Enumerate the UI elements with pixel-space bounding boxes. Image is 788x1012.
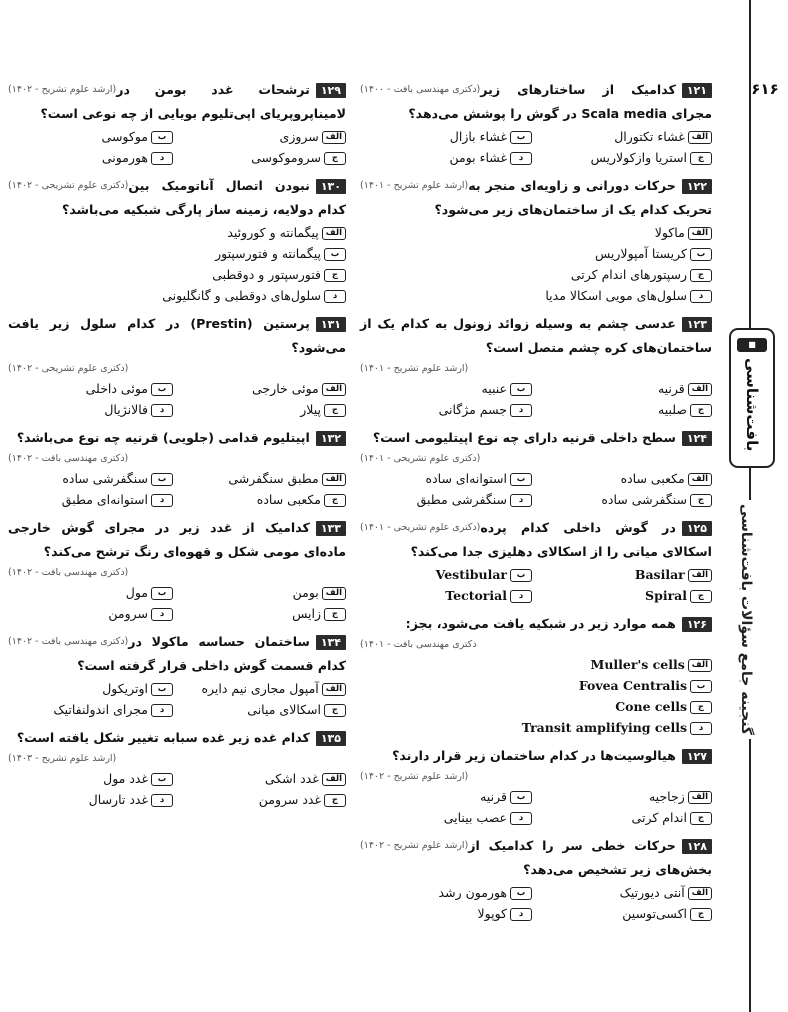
option-text: سلول‌های مویی اسکالا مدیا bbox=[545, 288, 687, 303]
option-text: قرنیه bbox=[480, 789, 507, 804]
option-text: غشاء تکتورال bbox=[614, 129, 685, 144]
option-text: اسکالای میانی bbox=[247, 702, 321, 717]
option-letter-tag: د bbox=[151, 608, 173, 621]
question-source: (دکتری مهندسی بافت - ۱۴۰۰) bbox=[360, 84, 481, 95]
answer-option bbox=[360, 489, 532, 510]
question-number-badge: ۱۲۴ bbox=[682, 431, 712, 446]
answer-option bbox=[360, 378, 532, 399]
question-block bbox=[8, 726, 346, 810]
option-letter-tag: ب bbox=[510, 131, 532, 144]
option-text: هورمونی bbox=[101, 150, 148, 165]
question-block bbox=[360, 426, 712, 510]
question-text: سطح داخلی قرنیه دارای چه نوع اپیتلیومی است؟ bbox=[372, 430, 676, 445]
option-text: سنگفرشی مطبق bbox=[416, 492, 507, 507]
option-text: پیگمانته و فتورسپتور bbox=[215, 246, 321, 261]
option-text: Spiral bbox=[645, 588, 687, 603]
option-letter-tag: الف bbox=[688, 473, 712, 486]
option-letter-tag: ب bbox=[510, 887, 532, 900]
option-letter-tag: ب bbox=[151, 131, 173, 144]
answer-option bbox=[360, 285, 712, 306]
question-block bbox=[8, 312, 346, 420]
question-text: ساختمان حساسه ماکولا در کدام قسمت گوش داخلی قرار گرفته است؟ bbox=[77, 634, 346, 673]
option-letter-tag: د bbox=[510, 590, 532, 603]
option-text: زایس bbox=[292, 606, 321, 621]
option-letter-tag: د bbox=[510, 404, 532, 417]
question-stem bbox=[8, 516, 346, 564]
question-number-badge: ۱۳۲ bbox=[316, 431, 346, 446]
question-text: کدامیک از ساختارهای زیر مجرای Scala media در گوش را پوشش می‌دهد؟ bbox=[408, 82, 712, 121]
question-block bbox=[8, 426, 346, 510]
option-text: اندام کرتی bbox=[631, 810, 687, 825]
publisher-logo: ■ bbox=[737, 338, 767, 352]
question-text: حرکات خطی سر را کدامیک از بخش‌های زیر تشخیص می‌دهد؟ bbox=[468, 838, 712, 877]
option-letter-tag: ج bbox=[324, 152, 346, 165]
answer-option bbox=[540, 882, 712, 903]
option-text: ماکولا bbox=[654, 225, 685, 240]
question-number-badge: ۱۲۳ bbox=[682, 317, 712, 332]
answer-option bbox=[8, 126, 173, 147]
option-letter-tag: ج bbox=[690, 152, 712, 165]
question-block bbox=[360, 834, 712, 924]
option-letter-tag: د bbox=[151, 404, 173, 417]
answer-option bbox=[8, 699, 173, 720]
option-letter-tag: د bbox=[690, 722, 712, 735]
answer-option bbox=[8, 678, 173, 699]
question-source: (دکتری مهندسی بافت - ۱۴۰۲) bbox=[8, 567, 129, 578]
option-letter-tag: ب bbox=[510, 791, 532, 804]
right-column bbox=[360, 78, 712, 930]
option-letter-tag: ب bbox=[510, 383, 532, 396]
answer-option bbox=[540, 378, 712, 399]
option-letter-tag: الف bbox=[322, 683, 346, 696]
option-text: سرومن bbox=[108, 606, 148, 621]
question-stem bbox=[8, 312, 346, 360]
option-letter-tag: د bbox=[510, 152, 532, 165]
answer-option bbox=[8, 603, 173, 624]
option-text: Muller's cells bbox=[590, 657, 685, 672]
option-text: غشاء بومن bbox=[449, 150, 507, 165]
option-text: مول bbox=[125, 585, 148, 600]
series-title: گنجینه جامع سؤالات بافت‌شناسی bbox=[738, 500, 754, 739]
option-letter-tag: ج bbox=[690, 812, 712, 825]
answer-option bbox=[360, 585, 532, 606]
answer-option bbox=[181, 147, 346, 168]
option-text: مکعبی ساده bbox=[620, 471, 685, 486]
answer-option bbox=[8, 264, 346, 285]
question-text: در گوش داخلی کدام پرده اسکالای میانی را از اسکالای دهلیزی جدا می‌کند؟ bbox=[410, 520, 712, 559]
option-text: رسپتورهای اندام کرتی bbox=[570, 267, 687, 282]
option-text: پیگمانته و کوروئید bbox=[227, 225, 319, 240]
question-source: (ارشد علوم تشریح - ۱۴۰۳) bbox=[8, 753, 117, 764]
answer-option bbox=[540, 126, 712, 147]
answer-option bbox=[360, 717, 712, 738]
question-number-badge: ۱۲۷ bbox=[682, 749, 712, 764]
answer-option bbox=[8, 147, 173, 168]
answer-options bbox=[360, 468, 712, 510]
question-text: حرکات دورانی و زاویه‌ای منجر به تحریک کدام یک از ساختمان‌های زیر می‌شود؟ bbox=[434, 178, 712, 217]
option-letter-tag: ب bbox=[510, 473, 532, 486]
option-letter-tag: الف bbox=[688, 383, 712, 396]
option-text: مکعبی ساده bbox=[256, 492, 321, 507]
option-letter-tag: د bbox=[510, 908, 532, 921]
question-stem bbox=[8, 78, 346, 126]
question-number-badge: ۱۳۱ bbox=[316, 317, 346, 332]
answer-options bbox=[8, 378, 346, 420]
question-number-badge: ۱۳۰ bbox=[316, 179, 346, 194]
answer-option bbox=[181, 768, 346, 789]
answer-option bbox=[360, 675, 712, 696]
option-letter-tag: الف bbox=[688, 659, 712, 672]
option-text: کریستا آمپولاریس bbox=[594, 246, 687, 261]
answer-option bbox=[181, 789, 346, 810]
option-text: غدد سرومن bbox=[258, 792, 321, 807]
answer-option bbox=[181, 678, 346, 699]
question-source: (ارشد علوم تشریح - ۱۴۰۲) bbox=[360, 771, 469, 782]
question-block bbox=[8, 630, 346, 720]
option-letter-tag: د bbox=[151, 152, 173, 165]
option-letter-tag: ج bbox=[324, 608, 346, 621]
question-block bbox=[360, 612, 712, 738]
question-number-badge: ۱۲۵ bbox=[682, 521, 712, 536]
option-text: بومن bbox=[292, 585, 319, 600]
option-letter-tag: ب bbox=[690, 680, 712, 693]
answer-option bbox=[360, 243, 712, 264]
option-letter-tag: ب bbox=[690, 248, 712, 261]
option-text: آمپول مجاری نیم دایره bbox=[201, 681, 319, 696]
option-text: استوانه‌ای ساده bbox=[425, 471, 507, 486]
answer-option bbox=[360, 903, 532, 924]
answer-options bbox=[8, 222, 346, 306]
chapter-label: بافت‌شناسی bbox=[743, 358, 761, 452]
option-letter-tag: الف bbox=[322, 131, 346, 144]
option-text: سنگفرشی ساده bbox=[601, 492, 687, 507]
answer-option bbox=[8, 489, 173, 510]
option-letter-tag: ب bbox=[151, 683, 173, 696]
option-letter-tag: ج bbox=[690, 269, 712, 282]
option-letter-tag: الف bbox=[322, 473, 346, 486]
answer-option bbox=[540, 903, 712, 924]
answer-option bbox=[540, 468, 712, 489]
page-number: ۶۱۶ bbox=[751, 80, 779, 98]
option-text: اکسی‌توسین bbox=[622, 906, 687, 921]
answer-option bbox=[181, 603, 346, 624]
answer-option bbox=[360, 264, 712, 285]
question-text: هیالوسیت‌ها در کدام ساختمان زیر قرار دارند؟ bbox=[392, 748, 676, 763]
question-stem bbox=[8, 174, 346, 222]
answer-option bbox=[181, 126, 346, 147]
option-letter-tag: الف bbox=[688, 131, 712, 144]
answer-option bbox=[181, 378, 346, 399]
option-text: اوتریکول bbox=[102, 681, 148, 696]
option-letter-tag: ب bbox=[151, 587, 173, 600]
option-letter-tag: الف bbox=[322, 383, 346, 396]
option-text: قرنیه bbox=[657, 381, 685, 396]
answer-option bbox=[8, 789, 173, 810]
answer-options bbox=[8, 468, 346, 510]
answer-option bbox=[8, 285, 346, 306]
answer-option bbox=[360, 126, 532, 147]
answer-option bbox=[8, 582, 173, 603]
question-stem bbox=[360, 78, 712, 126]
answer-option bbox=[181, 399, 346, 420]
answer-options bbox=[8, 678, 346, 720]
option-letter-tag: الف bbox=[322, 227, 346, 240]
question-source: دکتری مهندسی بافت - ۱۴۰۱) bbox=[360, 639, 477, 650]
option-text: صلبیه bbox=[658, 402, 687, 417]
question-stem bbox=[8, 630, 346, 678]
question-stem bbox=[360, 744, 712, 768]
answer-option bbox=[360, 696, 712, 717]
option-letter-tag: ب bbox=[151, 773, 173, 786]
option-letter-tag: الف bbox=[688, 887, 712, 900]
option-letter-tag: الف bbox=[688, 569, 712, 582]
question-source: (ارشد علوم تشریح - ۱۴۰۲) bbox=[8, 84, 117, 95]
option-letter-tag: ب bbox=[151, 473, 173, 486]
option-letter-tag: الف bbox=[688, 227, 712, 240]
option-text: فتورسپتور و دوقطبی bbox=[212, 267, 321, 282]
question-block bbox=[8, 78, 346, 168]
question-source: (دکتری علوم تشریحی - ۱۴۰۲) bbox=[8, 180, 129, 191]
option-letter-tag: د bbox=[324, 290, 346, 303]
option-text: زجاجیه bbox=[648, 789, 685, 804]
option-text: موئی داخلی bbox=[85, 381, 148, 396]
question-source: (ارشد علوم تشریح - ۱۴۰۱) bbox=[360, 180, 469, 191]
option-text: غدد اشکی bbox=[264, 771, 319, 786]
question-number-badge: ۱۲۸ bbox=[682, 839, 712, 854]
option-text: Fovea Centralis bbox=[578, 678, 687, 693]
answer-option bbox=[181, 489, 346, 510]
option-letter-tag: ج bbox=[324, 404, 346, 417]
answer-option bbox=[8, 243, 346, 264]
option-text: جسم مژگانی bbox=[438, 402, 507, 417]
question-text: ترشحات غدد بومن در لامیناپروپریای اپی‌تلیوم بویایی از چه نوعی است؟ bbox=[40, 82, 346, 121]
question-text: همه موارد زیر در شبکیه یافت می‌شود، بجز: bbox=[405, 616, 676, 631]
option-text: سلول‌های دوقطبی و گانگلیونی bbox=[162, 288, 321, 303]
option-text: فالانژیال bbox=[104, 402, 148, 417]
option-text: غشاء بازال bbox=[449, 129, 507, 144]
option-letter-tag: ج bbox=[324, 269, 346, 282]
option-text: Cone cells bbox=[615, 699, 687, 714]
answer-option bbox=[8, 222, 346, 243]
chapter-tab bbox=[729, 328, 775, 468]
option-text: Basilar bbox=[634, 567, 685, 582]
question-stem bbox=[360, 312, 712, 360]
option-text: غدد تارسال bbox=[88, 792, 148, 807]
option-text: کوپولا bbox=[477, 906, 507, 921]
question-text: نبودن اتصال آناتومیک بین کدام دولایه، زمینه ساز پارگی شبکیه می‌باشد؟ bbox=[62, 178, 346, 217]
answer-options bbox=[8, 582, 346, 624]
answer-options bbox=[360, 654, 712, 738]
question-block bbox=[360, 174, 712, 306]
answer-option bbox=[540, 786, 712, 807]
option-letter-tag: د bbox=[151, 494, 173, 507]
answer-option bbox=[540, 807, 712, 828]
question-number-badge: ۱۲۱ bbox=[682, 83, 712, 98]
option-text: عنبیه bbox=[481, 381, 507, 396]
answer-option bbox=[181, 582, 346, 603]
question-stem bbox=[360, 612, 712, 636]
option-letter-tag: د bbox=[690, 290, 712, 303]
question-block bbox=[360, 744, 712, 828]
answer-option bbox=[360, 807, 532, 828]
option-text: موکوسی bbox=[101, 129, 148, 144]
option-text: Tectorial bbox=[445, 588, 507, 603]
option-letter-tag: ج bbox=[690, 404, 712, 417]
answer-option bbox=[181, 468, 346, 489]
option-text: غدد مول bbox=[103, 771, 148, 786]
option-letter-tag: د bbox=[151, 794, 173, 807]
question-number-badge: ۱۳۳ bbox=[316, 521, 346, 536]
question-text: اپیتلیوم قدامی (جلویی) قرنیه چه نوع می‌باشد؟ bbox=[16, 430, 310, 445]
answer-options bbox=[360, 786, 712, 828]
side-rule-top bbox=[749, 0, 751, 330]
answer-option bbox=[8, 399, 173, 420]
question-block bbox=[360, 78, 712, 168]
option-text: Transit amplifying cells bbox=[521, 720, 687, 735]
answer-option bbox=[360, 654, 712, 675]
question-text: عدسی چشم به وسیله زوائد زونول به کدام یک از ساختمان‌های کره چشم متصل است؟ bbox=[360, 316, 712, 355]
question-block bbox=[360, 516, 712, 606]
option-letter-tag: ج bbox=[324, 494, 346, 507]
answer-option bbox=[540, 147, 712, 168]
option-text: Vestibular bbox=[435, 567, 507, 582]
question-stem bbox=[8, 426, 346, 450]
question-source: (دکتری علوم تشریحی - ۱۴۰۱) bbox=[360, 453, 481, 464]
option-text: عصب بینایی bbox=[443, 810, 507, 825]
option-letter-tag: د bbox=[510, 494, 532, 507]
answer-options bbox=[360, 126, 712, 168]
option-letter-tag: الف bbox=[322, 773, 346, 786]
answer-option bbox=[181, 699, 346, 720]
question-block bbox=[8, 516, 346, 624]
option-text: پیلار bbox=[300, 402, 321, 417]
answer-option bbox=[8, 378, 173, 399]
option-letter-tag: ج bbox=[324, 704, 346, 717]
option-letter-tag: د bbox=[510, 812, 532, 825]
question-source: (دکتری علوم تشریحی - ۱۴۰۲) bbox=[8, 363, 129, 374]
answer-option bbox=[360, 786, 532, 807]
option-letter-tag: ج bbox=[690, 908, 712, 921]
question-number-badge: ۱۲۲ bbox=[682, 179, 712, 194]
question-number-badge: ۱۲۶ bbox=[682, 617, 712, 632]
answer-options bbox=[8, 126, 346, 168]
question-number-badge: ۱۲۹ bbox=[316, 83, 346, 98]
option-text: استریا وازکولاریس bbox=[590, 150, 687, 165]
option-letter-tag: ج bbox=[690, 590, 712, 603]
question-stem bbox=[360, 516, 712, 564]
question-number-badge: ۱۳۴ bbox=[316, 635, 346, 650]
option-letter-tag: الف bbox=[322, 587, 346, 600]
option-text: سنگفرشی ساده bbox=[62, 471, 148, 486]
question-source: (دکتری مهندسی بافت - ۱۴۰۲) bbox=[8, 453, 129, 464]
question-source: (ارشد علوم تشریح - ۱۴۰۱) bbox=[360, 363, 469, 374]
question-stem bbox=[360, 426, 712, 450]
answer-options bbox=[8, 768, 346, 810]
question-source: (دکتری مهندسی بافت - ۱۴۰۲) bbox=[8, 636, 129, 647]
question-number-badge: ۱۳۵ bbox=[316, 731, 346, 746]
answer-option bbox=[360, 564, 532, 585]
answer-options bbox=[360, 564, 712, 606]
question-stem bbox=[8, 726, 346, 750]
left-column bbox=[8, 78, 346, 816]
question-stem bbox=[360, 834, 712, 882]
answer-option bbox=[540, 564, 712, 585]
option-text: آنتی دیورتیک bbox=[619, 885, 685, 900]
answer-option bbox=[540, 399, 712, 420]
option-text: سروموکوسی bbox=[251, 150, 321, 165]
answer-option bbox=[8, 468, 173, 489]
answer-option bbox=[360, 882, 532, 903]
option-letter-tag: ب bbox=[510, 569, 532, 582]
option-text: استوانه‌ای مطبق bbox=[61, 492, 148, 507]
answer-options bbox=[360, 882, 712, 924]
option-text: مطبق سنگفرشی bbox=[228, 471, 319, 486]
option-letter-tag: ب bbox=[324, 248, 346, 261]
option-letter-tag: ج bbox=[690, 701, 712, 714]
question-block bbox=[8, 174, 346, 306]
answer-option bbox=[540, 489, 712, 510]
option-letter-tag: ب bbox=[151, 383, 173, 396]
answer-option bbox=[8, 768, 173, 789]
answer-options bbox=[360, 222, 712, 306]
question-text: کدام غده زیر غده سبابه تغییر شکل یافته است؟ bbox=[16, 730, 310, 745]
question-source: (دکتری علوم تشریحی - ۱۴۰۱) bbox=[360, 522, 481, 533]
answer-option bbox=[360, 399, 532, 420]
answer-option bbox=[360, 147, 532, 168]
question-text: کدامیک از غدد زیر در مجرای گوش خارجی ماده‌ای مومی شکل و قهوه‌ای رنگ ترشح می‌کند؟ bbox=[8, 520, 346, 559]
option-letter-tag: ج bbox=[690, 494, 712, 507]
question-stem bbox=[360, 174, 712, 222]
answer-option bbox=[540, 585, 712, 606]
option-text: موئی خارجی bbox=[252, 381, 319, 396]
option-text: سروزی bbox=[279, 129, 319, 144]
question-text: پرستین (Prestin) در کدام سلول زیر یافت می‌شود؟ bbox=[8, 316, 346, 355]
answer-option bbox=[360, 468, 532, 489]
question-source: (ارشد علوم تشریح - ۱۴۰۲) bbox=[360, 840, 469, 851]
option-text: مجرای اندولنفاتیک bbox=[53, 702, 148, 717]
option-letter-tag: ج bbox=[324, 794, 346, 807]
question-block bbox=[360, 312, 712, 420]
option-text: هورمون رشد bbox=[438, 885, 507, 900]
answer-option bbox=[360, 222, 712, 243]
option-letter-tag: د bbox=[151, 704, 173, 717]
answer-options bbox=[360, 378, 712, 420]
option-letter-tag: الف bbox=[688, 791, 712, 804]
